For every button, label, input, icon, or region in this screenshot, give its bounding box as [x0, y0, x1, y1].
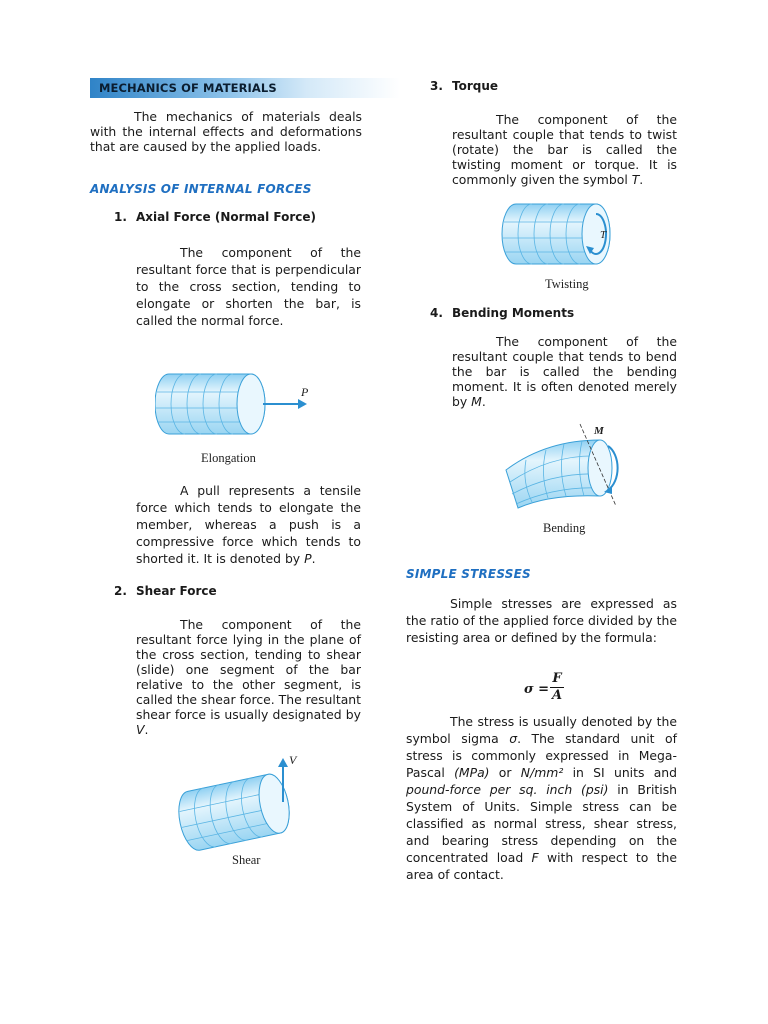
stress-units-paragraph: The stress is usually denoted by the symbol sigma σ. The standard unit of stress is commonly expressed in Mega-Pascal (MPa) or N/mm² in SI units and pound-force per sq. inch (psi) in British System of Units. Simple stress can be classified as normal stress, shear stress, and bearing stress depending on the concentrated load F with respect to the area of contact.: [406, 714, 678, 882]
formula-lhs: σ =: [524, 682, 550, 697]
elongation-figure: [155, 368, 325, 440]
heading-axial-force: 1. Axial Force (Normal Force): [114, 210, 317, 224]
axial-paragraph: The component of the resultant force that is perpendicular to the cross section, tending to elongate or shorten the bar, is called the normal force.: [136, 245, 361, 328]
figure-label-v: V: [289, 753, 297, 767]
torque-paragraph: The component of the resultant couple that tends to twist (rotate) the bar is called the twisting moment or torque. It is commonly given the symbol T.: [452, 112, 677, 187]
axial-paragraph-2: A pull represents a tensile force which tends to elongate the member, whereas a push is a compressive force which tends to shorted it. It is denoted by P.: [136, 483, 361, 566]
figure-label-t: T: [600, 229, 607, 241]
figure-label-m: M: [594, 425, 604, 437]
heading-torque: 3. Torque: [430, 79, 499, 93]
caption-twisting: Twisting: [545, 277, 589, 291]
figure-label-p: P: [301, 385, 309, 399]
section-banner: [90, 78, 400, 98]
twisting-figure: [500, 198, 630, 270]
formula-denominator: A: [551, 688, 563, 703]
shear-paragraph: The component of the resultant force lying in the plane of the cross section, tending to shear (slide) one segment of the bar relative to the other segment, is called the shear force. The resultant shear force is usually designated by V.: [136, 617, 361, 737]
formula-numerator: F: [552, 671, 562, 686]
caption-elongation: Elongation: [201, 451, 256, 465]
bending-figure: [496, 420, 636, 512]
shear-figure: [175, 752, 315, 852]
heading-shear-force: 2. Shear Force: [114, 584, 217, 598]
section-heading-analysis: ANALYSIS OF INTERNAL FORCES: [90, 182, 312, 196]
heading-bending-moments: 4. Bending Moments: [430, 306, 575, 320]
section-heading-simple-stresses: SIMPLE STRESSES: [406, 567, 531, 581]
intro-paragraph: The mechanics of materials deals with the internal effects and deformations that are caused by the applied loads.: [90, 109, 362, 154]
caption-shear: Shear: [232, 853, 261, 867]
simple-stress-paragraph: Simple stresses are expressed as the ratio of the applied force divided by the resisting area or defined by the formula:: [406, 596, 677, 645]
caption-bending: Bending: [543, 521, 586, 535]
banner-title: MECHANICS OF MATERIALS: [99, 81, 277, 95]
bending-paragraph: The component of the resultant couple that tends to bend the bar is called the bending moment. It is often denoted merely by M.: [452, 334, 677, 409]
